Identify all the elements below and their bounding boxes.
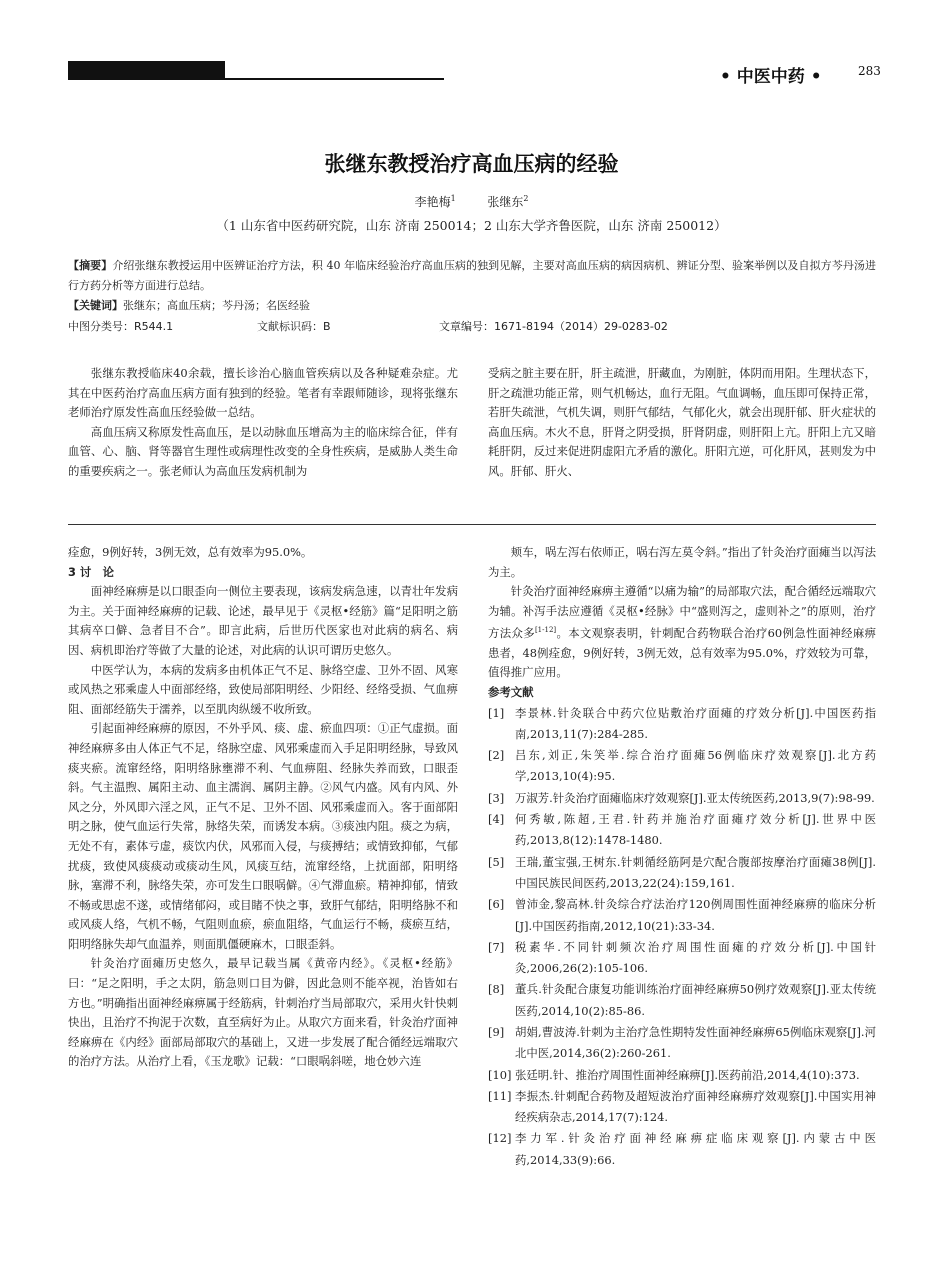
body-paragraph: 面神经麻痹是以口眼歪向一侧位主要表现，该病发病急速，以青壮年发病为主。关于面神经麻痹的记载、论述，最早见于《灵枢•经筋》篇“足阳明之筋其病卒口僻、急者目不合”。即言此病，后世历代医家也对此病的病名、病因、病机即治疗等做了大量的论述，对此病的认识可谓历史悠久。 [68, 584, 458, 657]
body-column-right-bottom [488, 543, 876, 1171]
references-heading: 参考文献 [488, 684, 534, 699]
header-rule [68, 78, 444, 80]
reference-text: 王瑞,董宝强,王树东.针刺循经筋阿是穴配合腹部按摩治疗面瘫38例[J].中国民族民间医药,2013,22(24):159,161. [515, 854, 876, 890]
reference-number: [4] [488, 812, 505, 827]
keywords-text: 张继东；高血压病；芩丹汤；名医经验 [123, 299, 310, 312]
reference-list [488, 703, 876, 1172]
reference-text: 张廷明.针、推治疗周围性面神经麻痹[J].医药前沿,2014,4(10):373. [515, 1067, 860, 1082]
paragraph-text: 。本文观察表明，针刺配合药物联合治疗60例急性面神经麻痹患者，48例痊愈，9例好转，3例无效，总有效率为95.0%，疗效较为可靠，值得推广应用。 [488, 626, 876, 680]
reference-item [488, 979, 876, 1022]
reference-number: [12] [488, 1131, 512, 1146]
affiliation: （1 山东省中医药研究院，山东 济南 250014；2 山东大学齐鲁医院，山东 济南 250012） [216, 218, 727, 233]
author-affiliation-mark: 1 [450, 194, 456, 203]
reference-text: 胡娟,曹波涛.针刺为主治疗急性期特发性面神经麻痹65例临床观察[J].河北中医,2014,36(2):260-261. [515, 1025, 876, 1061]
article-title: 张继东教授治疗高血压病的经验 [324, 152, 619, 176]
author-line [0, 193, 943, 210]
document-code: 文献标识码：B [257, 320, 331, 333]
citation-mark: [1-12] [534, 626, 557, 635]
body-paragraph: 痊愈，9例好转，3例无效，总有效率为95.0%。 [68, 545, 313, 559]
abstract [68, 256, 876, 296]
section-heading: 3 讨 论 [68, 564, 115, 579]
reference-item [488, 745, 876, 788]
abstract-text: 介绍张继东教授运用中医辨证治疗方法，积 40 年临床经验治疗高血压病的独到见解，主要对高血压病的病因病机、辨证分型、验案举例以及自拟方芩丹汤进行方药分析等方面进行总结。 [68, 259, 876, 292]
reference-item [488, 1128, 876, 1171]
body-paragraph: 受病之脏主要在肝，肝主疏泄，肝藏血，为刚脏，体阴而用阳。生理状态下，肝之疏泄功能正常，则气机畅达，血行无阻。气血调畅，血压即可保持正常，若肝失疏泄，气机失调，则肝气郁结，气郁化火，就会出现肝郁、肝火症状的高血压病。木火不息，肝肾之阴受损，肝肾阴虚，则肝阳上亢。肝阳上亢又暗耗肝阴，反过来促进阴虚阳亢矛盾的激化。肝阳亢逆，可化肝风，甚则发为中风。肝郁、肝火、 [488, 366, 876, 478]
reference-item [488, 937, 876, 980]
section-divider [68, 524, 876, 525]
reference-text: 曾沛金,黎高林.针灸综合疗法治疗120例周围性面神经麻痹的临床分析[J].中国医药指南,2012,10(21):33-34. [515, 897, 876, 933]
reference-number: [8] [488, 982, 505, 997]
reference-number: [6] [488, 897, 505, 912]
reference-number: [9] [488, 1025, 505, 1039]
reference-text: 李力军.针灸治疗面神经麻痹症临床观察[J].内蒙古中医药,2014,33(9):66. [515, 1131, 876, 1167]
reference-number: [2] [488, 748, 505, 763]
body-paragraph: 中医学认为，本病的发病多由机体正气不足、脉络空虚、卫外不固、风寒或风热之邪乘虚人中面部经络，致使局部阳明经、少阳经、经络受损、气血痹阻、面部经筋失于濡养，以至肌肉纵缓不收所致。 [68, 662, 458, 716]
reference-text: 税素华.不同针刺频次治疗周围性面瘫的疗效分析[J].中国针灸,2006,26(2):105-106. [515, 939, 876, 976]
abstract-label: 【摘要】 [68, 259, 113, 272]
reference-item [488, 1086, 876, 1129]
reference-item [488, 1065, 876, 1086]
body-column-right-top [488, 364, 876, 481]
reference-number: [5] [488, 854, 505, 869]
reference-number: [7] [488, 939, 505, 954]
reference-number: [1] [488, 705, 505, 720]
reference-item [488, 703, 876, 746]
article-number: 文章编号：1671-8194（2014）29-0283-02 [439, 320, 668, 333]
reference-text: 万淑芳.针灸治疗面瘫临床疗效观察[J].亚太传统医药,2013,9(7):98-99. [515, 790, 875, 805]
paragraph-text: 针灸治疗面神经麻痹主遵循“以痛为输”的局部取穴法，配合循经远端取穴为辅。补泻手法应遵循《灵枢•经脉》中“盛则泻之，虚则补之”的原则，治疗方法众多 [488, 584, 876, 641]
author-name: 张继东 [487, 195, 524, 209]
author-name: 李艳梅 [414, 195, 451, 209]
keywords-label: 【关键词】 [68, 299, 123, 312]
body-paragraph: 针灸治疗面瘫历史悠久，最早记载当属《黄帝内经》。《灵枢•经筋》曰：“足之阳明，手之太阴，筋急则口目为僻，因此急则不能卒视，治皆如右方也。”明确指出面神经麻痹属于经筋病，针刺治疗当局部取穴，采用火针快刺快出，且治疗不拘泥于次数，直至病好为止。从取穴方面来看，针灸治疗面神经麻痹在《内经》面部局部取穴的基础上，又进一步发展了配合循经远端取穴的治疗方法。从治疗上看，《玉龙歌》记载：“口眼㖞斜嗟，地仓妙六连 [68, 956, 458, 1069]
reference-item [488, 1022, 876, 1065]
body-paragraph: 颊车，㖞左泻右依师正，㖞右泻左莫令斜。”指出了针灸治疗面瘫当以泻法为主。 [488, 545, 876, 579]
reference-text: 何秀敏,陈超,王君.针药并施治疗面瘫疗效分析[J].世界中医药,2013,8(12):1478-1480. [515, 812, 876, 848]
reference-number: [10] [488, 1067, 512, 1082]
clc-number: 中图分类号：R544.1 [68, 320, 174, 333]
reference-number: [11] [488, 1088, 512, 1103]
body-paragraph [488, 582, 876, 683]
reference-item [488, 852, 876, 895]
reference-item [488, 809, 876, 852]
reference-item [488, 788, 876, 809]
page-number: 283 [858, 64, 881, 78]
reference-number: [3] [488, 790, 505, 805]
reference-text: 董兵.针灸配合康复功能训练治疗面神经麻痹50例疗效观察[J].亚太传统医药,2014,10(2):85-86. [515, 982, 876, 1018]
keywords [68, 297, 310, 313]
reference-item [488, 894, 876, 937]
journal-section-name: • 中医中药 • [720, 67, 822, 87]
body-paragraph: 张继东教授临床40余载，擅长诊治心脑血管疾病以及各种疑难杂症。尤其在中医药治疗高血压病方面有独到的经验。笔者有幸跟师随诊，现将张继东老师治疗原发性高血压经验做一总结。 [68, 366, 458, 419]
reference-text: 吕东,刘正,朱笑举.综合治疗面瘫56例临床疗效观察[J].北方药学,2013,10(4):95. [515, 748, 876, 784]
body-column-left-top [68, 364, 458, 481]
body-paragraph: 高血压病又称原发性高血压，是以动脉血压增高为主的临床综合征，伴有血管、心、脑、肾等器官生理性或病理性改变的全身性疾病，是威胁人类生命的重要疾病之一。张老师认为高血压发病机制为 [68, 424, 458, 478]
body-column-left-bottom [68, 543, 458, 1072]
reference-text: 李景林.针灸联合中药穴位贴敷治疗面瘫的疗效分析[J].中国医药指南,2013,11(7):284-285. [515, 705, 876, 741]
reference-text: 李振杰.针刺配合药物及超短波治疗面神经麻痹疗效观察[J].中国实用神经疾病杂志,2014,17(7):124. [515, 1088, 876, 1125]
author-affiliation-mark: 2 [523, 194, 529, 203]
body-paragraph: 引起面神经麻痹的原因，不外乎风、痰、虚、瘀血四项：①正气虚损。面神经麻痹多由人体正气不足，络脉空虚、风邪乘虚而入手足阳明经脉，导致风痰夹瘀。流窜经络，阳明络脉壅滞不利、气血痹阻、经脉失养而致，口眼歪斜。气主温煦、属阳主动、血主濡润、属阴主静。②风气内盛。风有内风、外风之分，外风即六淫之风，正气不足、卫外不固、风邪乘虚而入。客于面部阳明之脉，使气血运行失常，脉络失荣，而诱发本病。③痰浊内阻。痰之为病，无处不有，素体亏虚，痰饮内伏，风邪而入侵，与痰搏结；或情致抑郁，气郁扰痰，致使风痰痰动或痰动生风，风痰互结，流窜经络，上扰面部，阳明络脉，塞滞不利，脉络失荣，亦可发生口眼㖞僻。④气滞血瘀。精神抑郁，情致不畅或思虑不遂，或情绪郁闷，或目睹不快之事，致肝气郁结，阳明络脉不和或风痰人络，气机不畅，气阻则血瘀，瘀血阻络，气血运行不畅，痰瘀互结，阳明络脉失却气血温养，则面肌僵硬麻木，口眼歪斜。 [68, 721, 458, 951]
